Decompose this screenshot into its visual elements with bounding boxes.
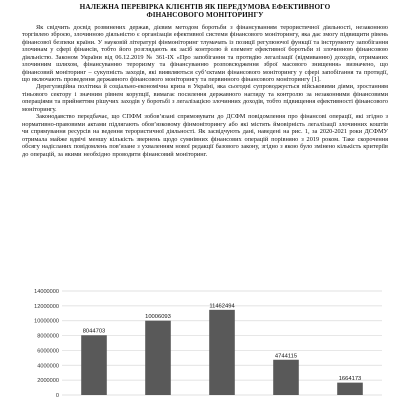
data-label: 8044703 [82,328,106,335]
y-tick-label: 8000000 [37,333,59,340]
title-line-2: ФІНАНСОВОГО МОНІТОРИНГУ [146,11,264,20]
data-label: 1664173 [338,376,362,383]
y-tick-label: 14000000 [34,289,59,295]
y-tick-label: 2000000 [37,378,59,385]
document-page [22,3,388,158]
bar [209,310,235,395]
paragraph-1: Як свідчить досвід розвинених держав, дієвим методом боротьби з фінансуванням терористичної діяльності, незаконною торгівлею зброєю, злочинною діяльністю є організація ефективної системи фінансового моніторингу, яка дає змогу підвищити рівень фінансової безпеки країни. У науковій літературі фінмоніторинг тлумачать із позиції регулюючої функції та інструменту запобігання злочинам у сфері фінансів, тобто його розглядають як засіб контролю й елемент ефективної боротьби зі злочинною фінансовою діяльністю. Законом України від 06.12.2019 № 361-IX «Про запобігання та протидію легалізації (відмиванню) доходів, отриманих злочинним шляхом, фінансуванню тероризму та фінансуванню розповсюдження зброї масового знищення» визначено, що фінансовий моніторинг – сукупність заходів, які виявляються суб’єктами фінансового моніторингу у сфері запобігання та протидії, що включають проведення державного фінансового моніторингу та первинного фінансового моніторингу [1]. [22,23,388,83]
data-label: 4744115 [274,353,298,360]
paragraph-3: Законодавство передбачає, що СПФМ зобов’язані спрямовувати до ДСФМ повідомлення про фінансові операції, які згідно з нормативно-правовими актами підлягають обов’язковому фінмоніторингу або які містять ймовірність легалізації злочинних коштів чи спрямування ресурсів на ведення терористичної діяльності. Як засвідчують дані, наведені на рис. 1, за 2020-2021 роки ДСФМУ отримала майже вдвічі меншу кількість звернень щодо сумнівних фінансових операцій порівняно з 2019 роком. Таке скорочення обсягу надісланих повідомлень пов’язане з ухваленням нової редакції базового закону, згідно з якою було змінено кількість критеріїв до операцій, за якими необхідно проводити фінансовий моніторинг. [22,113,388,158]
title-line-1: НАЛЕЖНА ПЕРЕВІРКА КЛІЄНТІВ ЯК ПЕРЕДУМОВА ЕФЕКТИВНОГО [79,3,331,11]
data-label: 11462494 [209,303,235,310]
document-title [22,3,388,20]
bar-chart-svg [22,283,388,400]
y-tick-label: 6000000 [37,348,59,355]
bar [337,383,363,395]
bar [273,360,299,395]
bar [145,321,171,395]
y-tick-label: 4000000 [37,363,59,370]
paragraph-2: Дерегуляційна політика й соціально-економічна криза в Україні, яка сьогодні супроводжується військовими діями, зростанням тіньового сектору і значним рівнем корупції, вимагає посилення державного нагляду та контролю за незаконними фінансовими операціями та прийняттям рішучих заходів у боротьбі з легалізацією злочинних доходів, тобто підвищення ефективності фінансового моніторингу. [22,83,388,113]
bar [81,335,107,395]
data-label: 10006093 [145,314,171,321]
y-tick-label: 12000000 [34,303,59,310]
y-tick-label: 10000000 [34,318,59,325]
figure-1-chart [22,283,388,400]
y-tick-label: 0 [55,393,59,399]
